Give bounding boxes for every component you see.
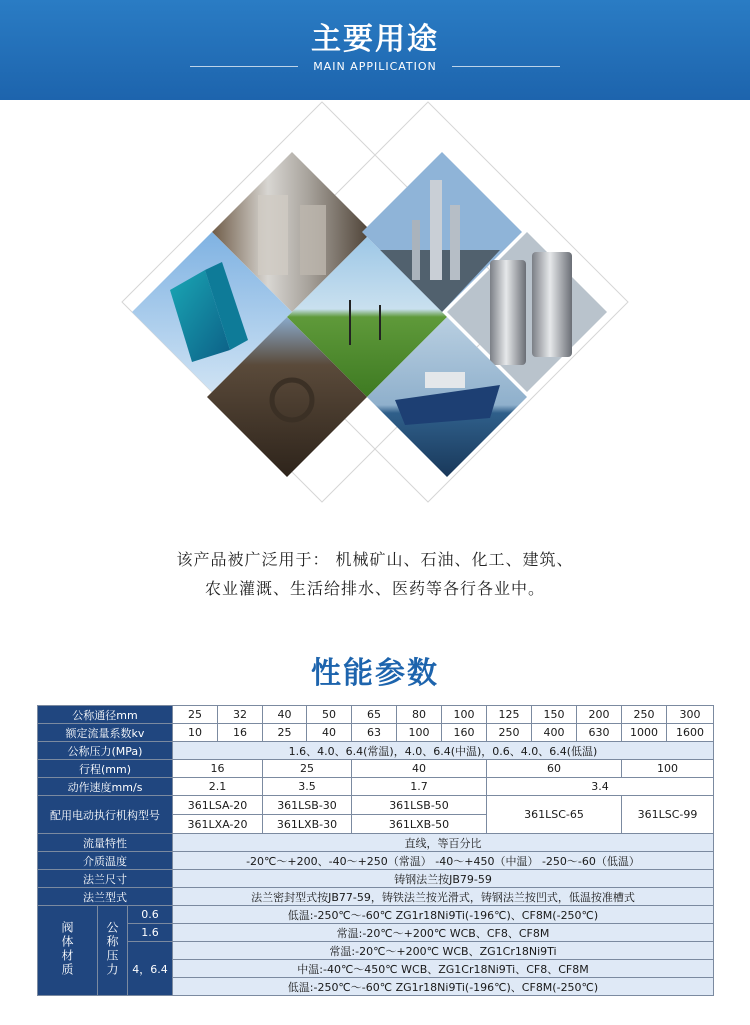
table-cell: 法兰密封型式按JB77-59，铸铁法兰按光滑式，铸钢法兰按凹式，低温按准槽式: [173, 888, 714, 906]
row-label-pn: 公称压力(MPa): [38, 742, 173, 760]
table-row: [38, 742, 714, 760]
table-cell: 40: [263, 706, 307, 724]
table-row: [38, 706, 714, 724]
table-cell: 1000: [622, 724, 667, 742]
table-cell: 16: [218, 724, 263, 742]
table-cell: 80: [397, 706, 442, 724]
table-cell: 150: [532, 706, 577, 724]
table-cell: 361LSC-99: [622, 796, 714, 834]
specs-table: [37, 705, 714, 996]
table-cell: 361LSA-20: [173, 796, 263, 815]
table-cell: 铸钢法兰按JB79-59: [173, 870, 714, 888]
banner-divider-right: [452, 66, 560, 67]
table-cell: 200: [577, 706, 622, 724]
table-cell: 250: [622, 706, 667, 724]
table-row: [38, 924, 714, 942]
table-row: [38, 796, 714, 815]
table-row: [38, 724, 714, 742]
table-cell: 63: [352, 724, 397, 742]
table-cell: 300: [667, 706, 714, 724]
table-row: [38, 906, 714, 924]
table-cell: 100: [442, 706, 487, 724]
table-row: [38, 834, 714, 852]
row-label-nominal-pressure: [98, 906, 128, 996]
pressure-cell: 4，6.4: [128, 942, 173, 996]
row-label-dn: 公称通径mm: [38, 706, 173, 724]
table-cell: 1.6、4.0、6.4(常温)，4.0、6.4(中温)，0.6、4.0、6.4(低温): [173, 742, 714, 760]
table-cell: 3.5: [263, 778, 352, 796]
application-description-line1: 该产品被广泛用于： 机械矿山、石油、化工、建筑、: [176, 550, 574, 569]
table-cell: 361LSB-50: [352, 796, 487, 815]
table-row: [38, 852, 714, 870]
table-cell: 16: [173, 760, 263, 778]
table-cell: 32: [218, 706, 263, 724]
table-cell: 400: [532, 724, 577, 742]
table-cell: 低温:-250℃～-60℃ ZG1r18Ni9Ti(-196℃)、CF8M(-250℃): [173, 906, 714, 924]
table-cell: 361LSC-65: [487, 796, 622, 834]
table-cell: 100: [622, 760, 714, 778]
table-row: [38, 888, 714, 906]
table-row: [38, 942, 714, 960]
table-cell: 361LXB-50: [352, 815, 487, 834]
table-cell: 常温:-20℃～+200℃ WCB、CF8、CF8M: [173, 924, 714, 942]
table-cell: 361LSB-30: [263, 796, 352, 815]
table-cell: 直线，等百分比: [173, 834, 714, 852]
row-label-temp: 介质温度: [38, 852, 173, 870]
row-label-actuator: 配用电动执行机构型号: [38, 796, 173, 834]
table-cell: 3.4: [487, 778, 714, 796]
banner-subtitle: MAIN APPILICATION: [313, 60, 437, 73]
table-cell: 1.7: [352, 778, 487, 796]
table-row: [38, 760, 714, 778]
table-cell: 100: [397, 724, 442, 742]
application-description-line2: 农业灌溉、生活给排水、医药等各行各业中。: [204, 579, 545, 598]
table-cell: 40: [352, 760, 487, 778]
table-cell: 125: [487, 706, 532, 724]
application-photo-collage: [0, 100, 750, 520]
row-label-flange-size: 法兰尺寸: [38, 870, 173, 888]
table-cell: 2.1: [173, 778, 263, 796]
table-cell: 250: [487, 724, 532, 742]
table-cell: 25: [263, 724, 307, 742]
pressure-cell: 0.6: [128, 906, 173, 924]
table-cell: 361LXB-30: [263, 815, 352, 834]
row-label-flange-type: 法兰型式: [38, 888, 173, 906]
table-cell: 中温:-40℃～450℃ WCB、ZG1Cr18Ni9Ti、CF8、CF8M: [173, 960, 714, 978]
table-cell: 25: [263, 760, 352, 778]
banner-title: 主要用途: [311, 22, 439, 57]
table-cell: 630: [577, 724, 622, 742]
table-row: [38, 870, 714, 888]
table-cell: 常温:-20℃～+200℃ WCB、ZG1Cr18Ni9Ti: [173, 942, 714, 960]
header-banner: [0, 0, 750, 100]
table-row: [38, 778, 714, 796]
pressure-cell: 1.6: [128, 924, 173, 942]
row-label-kv: 额定流量系数kv: [38, 724, 173, 742]
table-cell: -20℃～+200、-40～+250（常温） -40～+450（中温） -250～-60（低温）: [173, 852, 714, 870]
table-cell: 40: [307, 724, 352, 742]
table-cell: 1600: [667, 724, 714, 742]
table-cell: 60: [487, 760, 622, 778]
nominal-pressure-label: 公称压力: [105, 921, 119, 977]
row-label-speed: 动作速度mm/s: [38, 778, 173, 796]
table-cell: 低温:-250℃～-60℃ ZG1r18Ni9Ti(-196℃)、CF8M(-250℃): [173, 978, 714, 996]
table-cell: 160: [442, 724, 487, 742]
row-label-flow: 流量特性: [38, 834, 173, 852]
table-cell: 361LXA-20: [173, 815, 263, 834]
table-cell: 50: [307, 706, 352, 724]
table-cell: 10: [173, 724, 218, 742]
table-cell: 65: [352, 706, 397, 724]
body-material-label: 阀体材质: [60, 921, 74, 977]
table-cell: 25: [173, 706, 218, 724]
row-label-body-material: [38, 906, 98, 996]
specs-title: 性能参数: [311, 656, 439, 691]
row-label-stroke: 行程(mm): [38, 760, 173, 778]
